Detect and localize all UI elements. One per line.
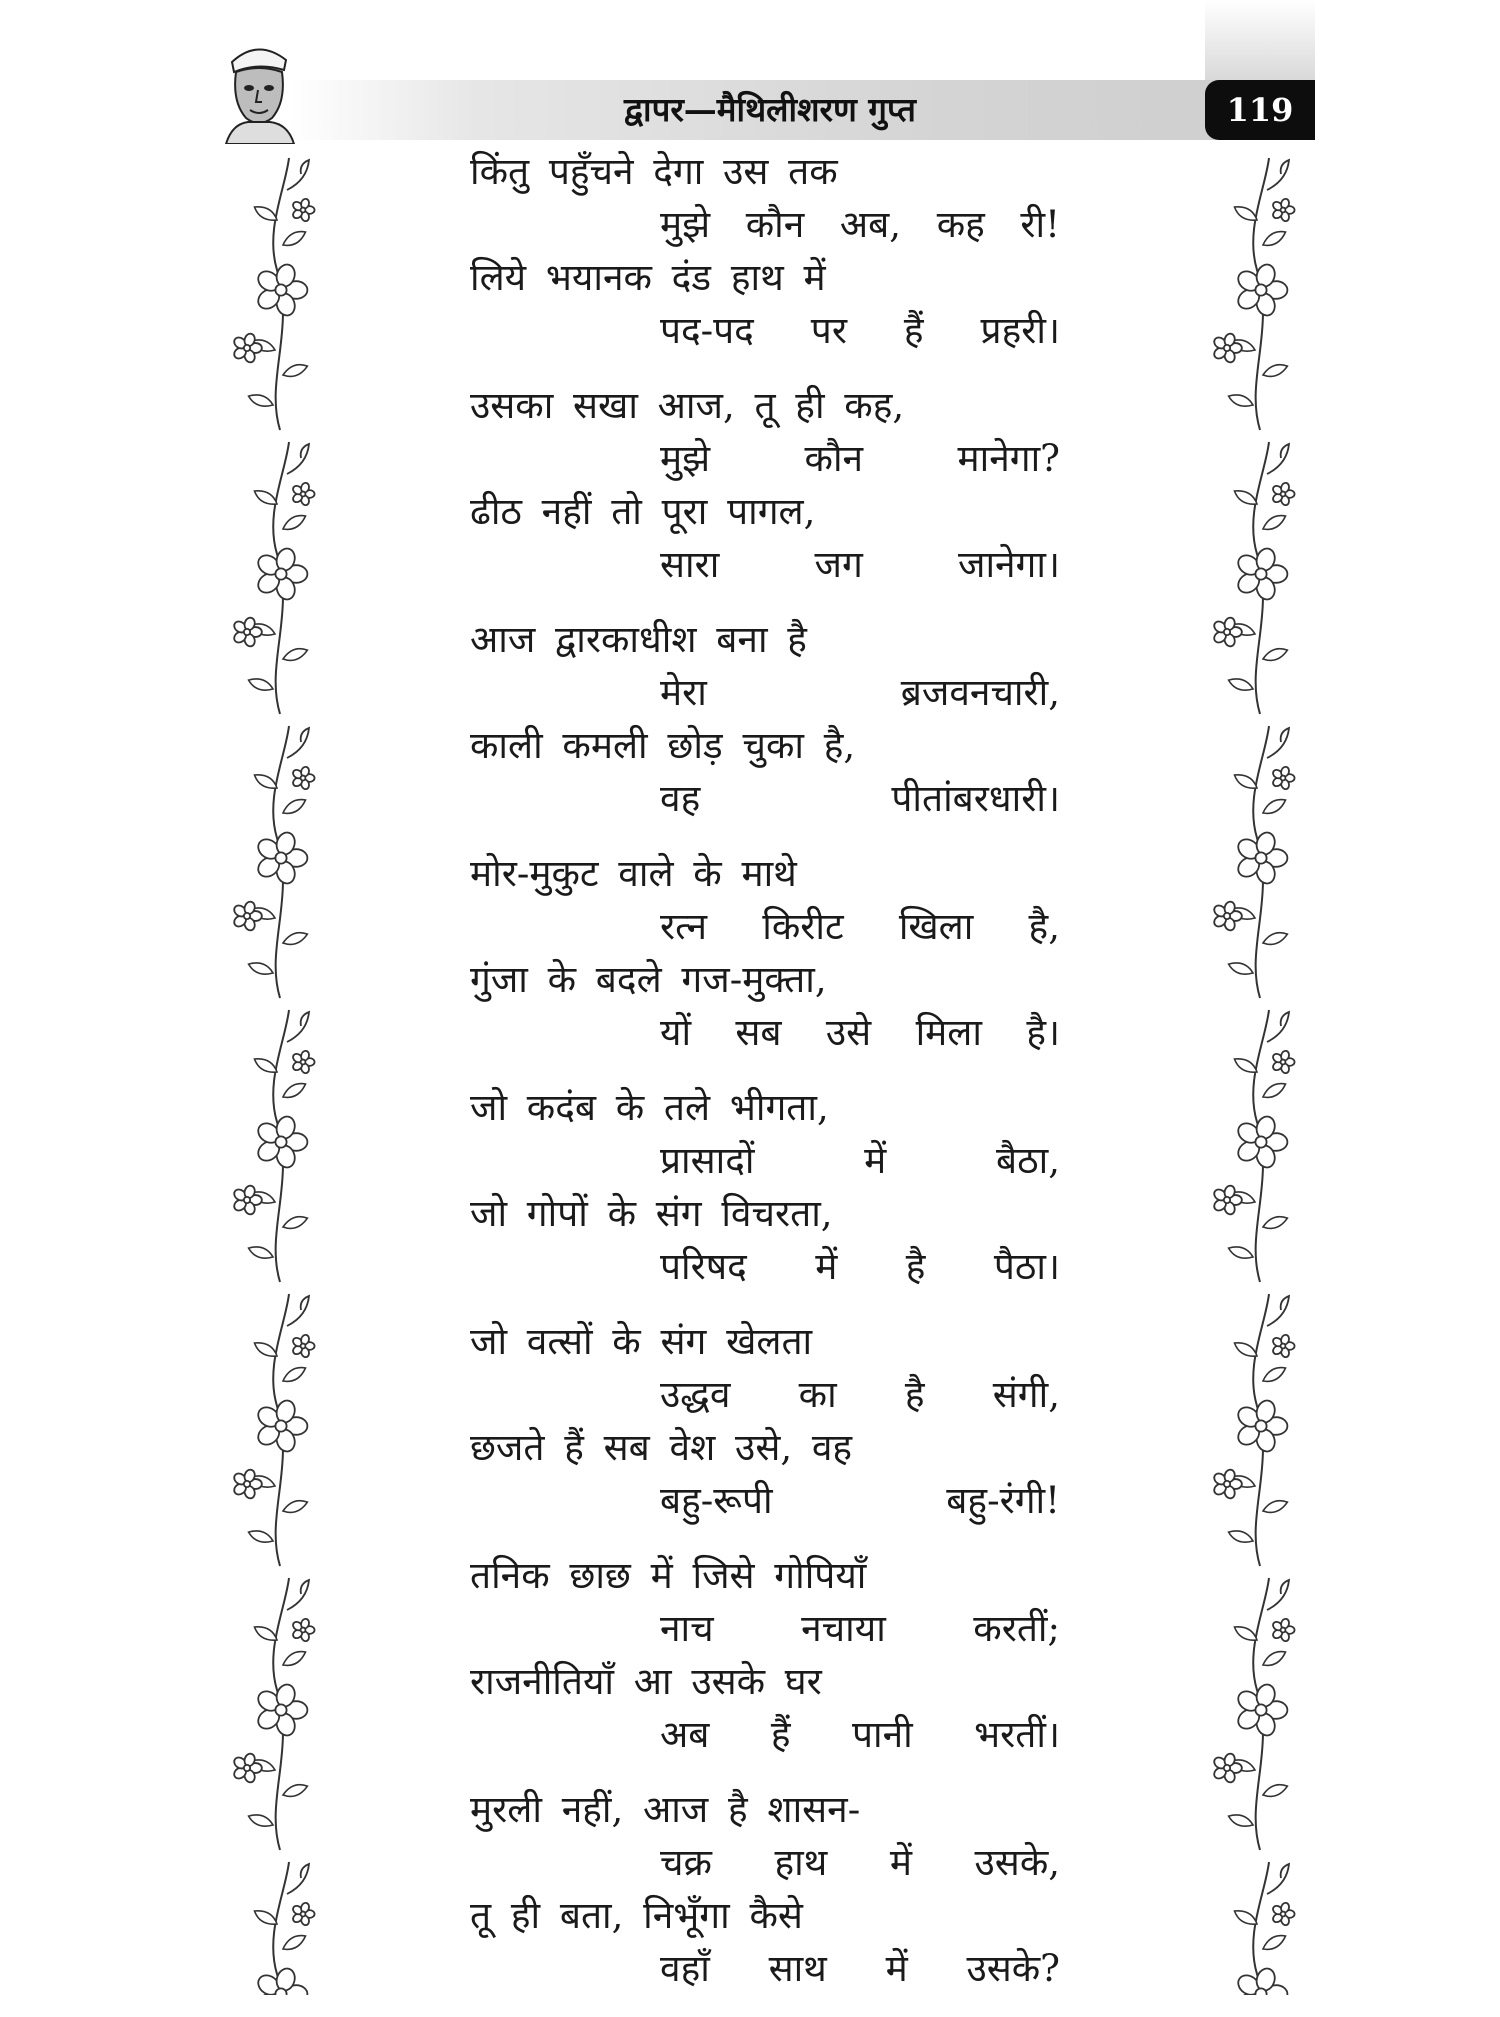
poem-line [470, 1602, 1060, 1655]
poem-line [470, 1708, 1060, 1761]
poem-word: वहाँ [660, 1947, 710, 1990]
poem-word: अब [660, 1713, 710, 1756]
poem-line: राजनीतियाँ आ उसके घर [470, 1660, 822, 1703]
poem-line: किंतु पहुँचने देगा उस तक [470, 150, 838, 193]
poem-word: मेरा [660, 671, 707, 714]
poem-line: जो कदंब के तले भीगता, [470, 1086, 829, 1129]
poem-word: करतीं; [973, 1607, 1060, 1650]
poem-word: पैठा। [993, 1245, 1060, 1288]
poem-word: मुझे [660, 203, 711, 246]
poem-word: में [864, 1139, 887, 1182]
poem-word: चक्र [660, 1841, 712, 1884]
poem-line [470, 1368, 1060, 1421]
poem-word: खिला [898, 905, 974, 948]
poem-word: नाच [660, 1607, 714, 1650]
poem-line [470, 1134, 1060, 1187]
poem-word: वह [660, 777, 701, 820]
poem-word: अब, [839, 203, 902, 246]
poem-word: बैठा, [996, 1139, 1060, 1182]
poem-line: ढीठ नहीं तो पूरा पागल, [470, 490, 816, 533]
poem-line: जो गोपों के संग विचरता, [470, 1192, 833, 1235]
stanza [470, 379, 1060, 591]
poem-line: गुंजा के बदले गज-मुक्ता, [470, 958, 827, 1001]
poem-line: मोर-मुकुट वाले के माथे [470, 852, 797, 895]
floral-border-icon [225, 150, 345, 1995]
poem-word: जग [814, 543, 863, 586]
poem-word: है, [1028, 905, 1060, 948]
poem-word: उद्धव [660, 1373, 731, 1416]
poem-line [470, 900, 1060, 953]
poem-line: उसका सखा आज, तू ही कह, [470, 384, 905, 427]
poem-word: जानेगा। [957, 543, 1060, 586]
poem-word: का [798, 1373, 837, 1416]
poem-word: कौन [745, 203, 805, 246]
poem-line [470, 538, 1060, 591]
poem-word: भरतीं। [974, 1713, 1060, 1756]
poem-line [470, 1006, 1060, 1059]
poem-line: मुरली नहीं, आज है शासन- [470, 1788, 861, 1831]
poem-word: प्रहरी। [980, 309, 1060, 352]
poem-word: पर [810, 309, 847, 352]
stanza [470, 1549, 1060, 1761]
poem-word: सब [735, 1011, 782, 1054]
poem-line [470, 1240, 1060, 1293]
poem-line [470, 1474, 1060, 1527]
poem-line [470, 1836, 1060, 1889]
poem-line [470, 1942, 1060, 1995]
poem-word: संगी, [992, 1373, 1060, 1416]
poem-word: साथ [768, 1947, 827, 1990]
poem-word: में [889, 1841, 912, 1884]
poem-line [470, 304, 1060, 357]
poem-word: रत्न [660, 905, 708, 948]
poem-word: है [905, 1245, 926, 1288]
poem [470, 145, 1060, 2017]
poem-line [470, 666, 1060, 719]
poem-word: मुझे [660, 437, 711, 480]
poem-word: हाथ [774, 1841, 828, 1884]
poem-line: लिये भयानक दंड हाथ में [470, 256, 826, 299]
poem-word: हैं [770, 1713, 791, 1756]
left-floral-border [225, 150, 345, 1995]
poem-word: किरीट [762, 905, 844, 948]
page-number: 119 [1205, 80, 1315, 140]
poem-line: तू ही बता, निभूँगा कैसे [470, 1894, 803, 1937]
stanza [470, 145, 1060, 357]
poem-line [470, 198, 1060, 251]
poem-word: प्रासादों [660, 1139, 755, 1182]
poem-word: पीतांबरधारी। [891, 777, 1060, 820]
poem-line: काली कमली छोड़ चुका है, [470, 724, 856, 767]
stanza [470, 1315, 1060, 1527]
poem-line [470, 432, 1060, 485]
poem-line: छजते हैं सब वेश उसे, वह [470, 1426, 853, 1469]
poem-line: तनिक छाछ में जिसे गोपियाँ [470, 1554, 867, 1597]
poem-word: कह [936, 203, 985, 246]
author-portrait [218, 32, 300, 144]
poem-word: नचाया [801, 1607, 886, 1650]
stanza [470, 1783, 1060, 1995]
poem-word: पद-पद [660, 309, 754, 352]
poem-word: यों [660, 1011, 692, 1054]
poem-word: परिषद [660, 1245, 747, 1288]
poem-word: पानी [851, 1713, 913, 1756]
poem-word: मानेगा? [957, 437, 1060, 480]
poem-word: है [904, 1373, 925, 1416]
poem-line [470, 772, 1060, 825]
poem-word: उसके, [974, 1841, 1060, 1884]
header-corner-shade [1205, 0, 1315, 80]
poem-word: बहु-रंगी! [946, 1479, 1060, 1522]
poem-word: में [885, 1947, 908, 1990]
poem-word: सारा [660, 543, 720, 586]
stanza [470, 613, 1060, 825]
right-floral-border [1205, 150, 1325, 1995]
stanza [470, 847, 1060, 1059]
poem-word: कौन [804, 437, 864, 480]
poem-line: जो वत्सों के संग खेलता [470, 1320, 813, 1363]
floral-border-icon [1205, 150, 1325, 1995]
poem-word: है। [1026, 1011, 1060, 1054]
poem-line: आज द्वारकाधीश बना है [470, 618, 807, 661]
poem-word: में [815, 1245, 838, 1288]
poem-word: उसके? [966, 1947, 1060, 1990]
poem-word: उसे [825, 1011, 872, 1054]
poem-word: मिला [915, 1011, 982, 1054]
poem-word: ब्रजवनचारी, [900, 671, 1060, 714]
poem-word: हैं [903, 309, 924, 352]
stanza [470, 1081, 1060, 1293]
poem-word: बहु-रूपी [660, 1479, 773, 1522]
poem-word: री! [1020, 203, 1060, 246]
header-title: द्वापर—मैथिलीशरण गुप्त [624, 90, 916, 129]
